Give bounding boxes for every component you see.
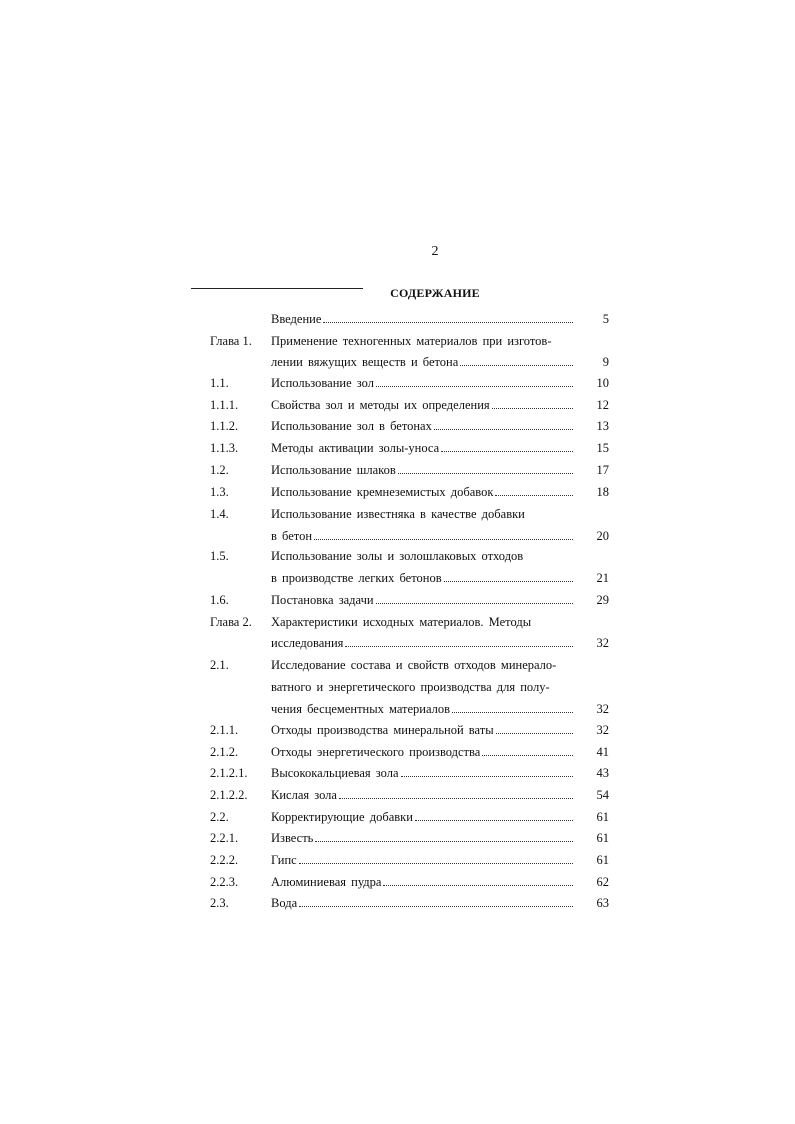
toc-entry-page: 41	[596, 745, 609, 759]
toc-entry-page: 62	[596, 875, 609, 889]
toc-entry-title-text: чения бесцементных материалов	[271, 702, 451, 716]
toc-entry-number: Глава 2.	[210, 615, 252, 629]
toc-entry-title	[271, 808, 573, 826]
toc-entry-page: 13	[596, 419, 609, 433]
toc-entry-page: 61	[596, 831, 609, 845]
toc-entry-title-text: Использование известняка в качестве добавки	[271, 507, 525, 521]
toc-entry-number: 1.3.	[210, 485, 229, 499]
toc-entry-title	[271, 332, 573, 350]
toc-entry-title	[271, 353, 573, 371]
toc-entry-title-text: Отходы энергетического производства	[271, 745, 481, 759]
toc-entry-title	[271, 505, 573, 523]
toc-entry-number: 2.1.1.	[210, 723, 239, 737]
toc-entry-title	[271, 894, 573, 912]
toc-entry-page: 18	[596, 485, 609, 499]
toc-entry-number: Глава 1.	[210, 334, 252, 348]
toc-entry-title	[271, 310, 573, 328]
dot-leader	[398, 473, 573, 474]
toc-entry-title-text: в бетон	[271, 529, 313, 543]
dot-leader	[441, 451, 573, 452]
toc-entry-number: 2.1.2.2.	[210, 788, 248, 802]
toc-entry-title	[271, 547, 573, 565]
toc-entry-title-text: Характеристики исходных материалов. Методы	[271, 615, 532, 629]
dot-leader	[299, 863, 573, 864]
dot-leader	[345, 646, 573, 647]
toc-entry-title-text: Известь	[271, 831, 314, 845]
toc-entry-page: 54	[596, 788, 609, 802]
toc-entry-number: 2.1.2.1.	[210, 766, 248, 780]
toc-entry-title-text: Использование зол в бетонах	[271, 419, 432, 433]
toc-entry-title	[271, 786, 573, 804]
toc-entry-title-text: Свойства зол и методы их определения	[271, 398, 490, 412]
dot-leader	[460, 365, 573, 366]
horizontal-rule	[191, 288, 363, 289]
toc-entry-title-text: Введение	[271, 312, 322, 326]
toc-entry-number: 2.2.2.	[210, 853, 239, 867]
toc-entry-page: 17	[596, 463, 609, 477]
toc-entry-number: 2.2.1.	[210, 831, 239, 845]
dot-leader	[401, 776, 573, 777]
toc-entry-page: 12	[596, 398, 609, 412]
toc-entry-page: 43	[596, 766, 609, 780]
dot-leader	[339, 798, 573, 799]
toc-entry-number: 1.5.	[210, 549, 229, 563]
toc-entry-title	[271, 721, 573, 739]
toc-entry-title	[271, 527, 573, 545]
toc-entry-title-text: Использование кремнеземистых добавок	[271, 485, 494, 499]
toc-entry-page: 32	[596, 723, 609, 737]
toc-entry-title-text: Постановка задачи	[271, 593, 374, 607]
toc-entry-title-text: исследования	[271, 636, 344, 650]
toc-entry-number: 2.3.	[210, 896, 229, 910]
dot-leader	[415, 820, 573, 821]
toc-entry-number: 2.2.	[210, 810, 229, 824]
toc-entry-title	[271, 483, 573, 501]
toc-entry-title-text: Использование золы и золошлаковых отходов	[271, 549, 524, 563]
toc-entry-title	[271, 764, 573, 782]
toc-entry-number: 1.1.1.	[210, 398, 239, 412]
dot-leader	[434, 429, 573, 430]
dot-leader	[383, 885, 573, 886]
toc-entry-page: 29	[596, 593, 609, 607]
toc-entry-page: 61	[596, 810, 609, 824]
toc-entry-page: 21	[596, 571, 609, 585]
toc-entry-page: 32	[596, 636, 609, 650]
dot-leader	[323, 322, 573, 323]
toc-entry-number: 2.1.	[210, 658, 229, 672]
toc-entry-title-text: Вода	[271, 896, 298, 910]
toc-entry-number: 2.1.2.	[210, 745, 239, 759]
toc-entry-title	[271, 439, 573, 457]
toc-entry-number: 2.2.3.	[210, 875, 239, 889]
toc-entry-number: 1.4.	[210, 507, 229, 521]
dot-leader	[315, 841, 573, 842]
toc-entry-page: 20	[596, 529, 609, 543]
dot-leader	[492, 408, 573, 409]
toc-entry-title-text: Использование зол	[271, 376, 374, 390]
toc-entry-title-text: Кислая зола	[271, 788, 337, 802]
toc-entry-page: 61	[596, 853, 609, 867]
dot-leader	[376, 386, 573, 387]
toc-entry-title	[271, 374, 573, 392]
toc-entry-page: 5	[602, 312, 609, 326]
toc-entry-number: 1.2.	[210, 463, 229, 477]
toc-entry-title-text: Отходы производства минеральной ваты	[271, 723, 494, 737]
toc-entry-title	[271, 851, 573, 869]
toc-entry-page: 10	[596, 376, 609, 390]
dot-leader	[495, 495, 573, 496]
toc-entry-title	[271, 461, 573, 479]
toc-entry-title	[271, 873, 573, 891]
toc-entry-title-text: Гипс	[271, 853, 297, 867]
toc-entry-title-text: ватного и энергетического производства для полу-	[271, 680, 550, 694]
toc-entry-title-text: в производстве легких бетонов	[271, 571, 442, 585]
toc-entry-title	[271, 591, 573, 609]
toc-entry-title-text: Исследование состава и свойств отходов минерало-	[271, 658, 557, 672]
toc-entry-number: 1.1.3.	[210, 441, 239, 455]
toc-entry-page: 63	[596, 896, 609, 910]
toc-entry-title	[271, 829, 573, 847]
toc-entry-title	[271, 634, 573, 652]
toc-entry-title	[271, 656, 573, 674]
toc-entry-number: 1.6.	[210, 593, 229, 607]
toc-heading: СОДЕРЖАНИЕ	[390, 286, 480, 300]
toc-entry-title	[271, 396, 573, 414]
dot-leader	[314, 539, 573, 540]
dot-leader	[452, 712, 573, 713]
toc-entry-title	[271, 700, 573, 718]
toc-entry-title-text: Методы активации золы-уноса	[271, 441, 440, 455]
toc-entry-title-text: Алюминиевая пудра	[271, 875, 382, 889]
toc-entry-title-text: Высококальциевая зола	[271, 766, 399, 780]
dot-leader	[482, 755, 573, 756]
toc-entry-title-text: Корректирующие добавки	[271, 810, 413, 824]
dot-leader	[376, 603, 573, 604]
toc-entry-title	[271, 417, 573, 435]
dot-leader	[299, 906, 573, 907]
toc-entry-title	[271, 678, 573, 696]
toc-entry-title	[271, 569, 573, 587]
toc-entry-title-text: Применение техногенных материалов при изготов-	[271, 334, 552, 348]
toc-entry-page: 9	[602, 355, 609, 369]
toc-entry-page: 32	[596, 702, 609, 716]
toc-entry-title-text: лении вяжущих веществ и бетона	[271, 355, 459, 369]
page-number: 2	[431, 244, 439, 259]
toc-entry-title	[271, 613, 573, 631]
toc-entry-title-text: Использование шлаков	[271, 463, 396, 477]
toc-entry-page: 15	[596, 441, 609, 455]
toc-entry-number: 1.1.	[210, 376, 229, 390]
toc-entry-number: 1.1.2.	[210, 419, 239, 433]
toc-entry-title	[271, 743, 573, 761]
dot-leader	[444, 581, 573, 582]
dot-leader	[496, 733, 573, 734]
